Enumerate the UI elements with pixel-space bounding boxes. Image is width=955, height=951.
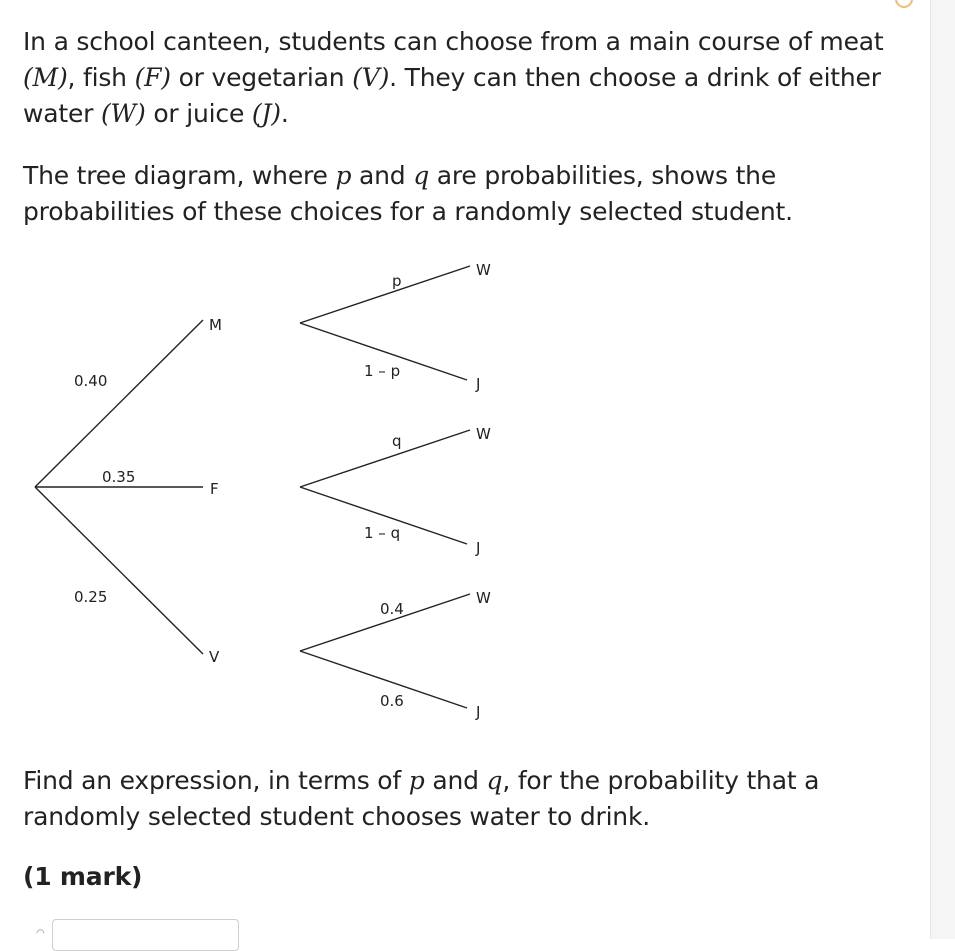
- status-indicator: [895, 0, 913, 8]
- label-m-w: W: [476, 261, 491, 279]
- water-symbol: (W): [100, 99, 146, 128]
- prob-f: 0.35: [102, 468, 136, 486]
- answer-marker-icon: ◠: [36, 928, 45, 939]
- scrollbar[interactable]: [930, 0, 955, 939]
- label-v-j: J: [476, 703, 481, 721]
- prob-f-j: 1 – q: [364, 524, 401, 542]
- label-f-j: J: [476, 539, 481, 557]
- tree-intro-text: The tree diagram, where p and q are probabilities, shows the probabilities of these choices for a randomly selected student.: [23, 161, 793, 226]
- intro-text: In a school canteen, students can choose from a main course of meat (M), fish (F) or vegetarian (V). They can then choose a drink of either water (W) or juice (J).: [23, 27, 884, 128]
- answer-input[interactable]: [52, 919, 239, 951]
- prob-f-w: q: [392, 432, 402, 450]
- prob-m-j: 1 – p: [364, 362, 401, 380]
- branch-m-w: [300, 266, 470, 323]
- label-v-w: W: [476, 589, 491, 607]
- label-v: V: [209, 648, 220, 666]
- prob-v: 0.25: [74, 588, 108, 606]
- question-text: Find an expression, in terms of p and q, for the probability that a randomly selected student chooses water to drink.: [23, 766, 820, 831]
- label-f: F: [210, 480, 219, 498]
- meat-symbol: (M): [23, 63, 68, 92]
- branch-v: [35, 487, 203, 654]
- prob-m: 0.40: [74, 372, 108, 390]
- prob-v-j: 0.6: [380, 692, 404, 710]
- juice-symbol: (J): [251, 99, 281, 128]
- label-f-w: W: [476, 425, 491, 443]
- branch-f-w: [300, 430, 470, 487]
- fish-symbol: (F): [134, 63, 171, 92]
- branch-m: [35, 320, 203, 487]
- marks-label: (1 mark): [23, 862, 143, 891]
- label-m-j: J: [476, 375, 481, 393]
- prob-v-w: 0.4: [380, 600, 404, 618]
- prob-m-w: p: [392, 272, 402, 290]
- label-m: M: [209, 316, 222, 334]
- vegetarian-symbol: (V): [352, 63, 390, 92]
- tree-diagram: [0, 240, 560, 725]
